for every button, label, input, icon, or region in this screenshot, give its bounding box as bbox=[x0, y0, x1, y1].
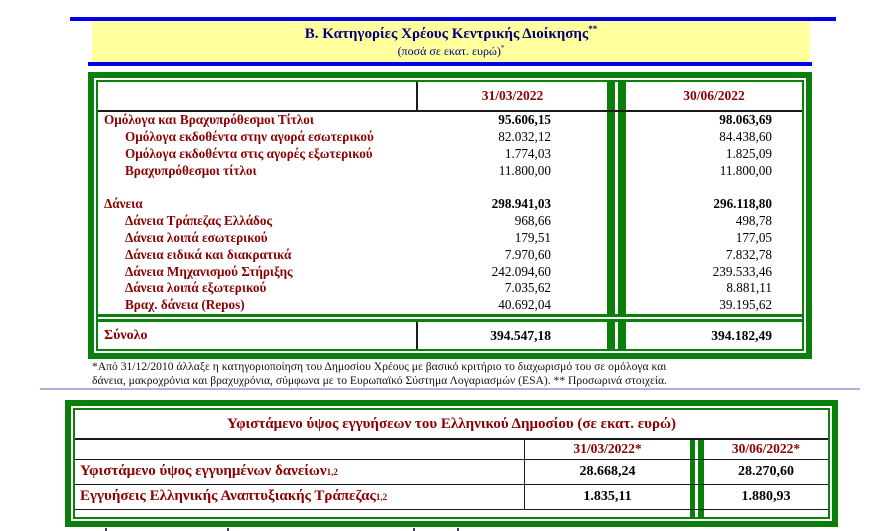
debt-table-row bbox=[98, 196, 802, 213]
green-column-divider bbox=[607, 179, 626, 196]
value-31-03-2022: 1.774,03 bbox=[504, 145, 551, 161]
value-30-06-2022: 8.881,11 bbox=[726, 280, 772, 296]
debt-table-inner-frame bbox=[96, 80, 804, 351]
value-31-03-2022: 7.970,60 bbox=[504, 246, 551, 262]
green-column-divider bbox=[607, 112, 626, 129]
value-30-06-2022: 11.800,00 bbox=[719, 162, 772, 178]
green-column-divider bbox=[607, 322, 626, 349]
title-banner bbox=[92, 21, 810, 62]
value-30-06-2022: 239.533,46 bbox=[712, 263, 772, 279]
guarantees-table bbox=[65, 400, 838, 527]
value-31-03-2022: 242.094,60 bbox=[491, 263, 551, 279]
row-label: Δάνεια ειδικά και διακρατικά bbox=[125, 246, 292, 262]
row-label: Εγγυήσεις Ελληνικής Αναπτυξιακής Τράπεζας 1,2 bbox=[75, 485, 525, 509]
value-30-06-2022: 98.063,69 bbox=[719, 112, 772, 128]
green-column-divider bbox=[607, 280, 626, 297]
value-30-06-2022: 84.438,60 bbox=[719, 129, 772, 145]
value-31-03-2022: 7.035,62 bbox=[504, 280, 551, 296]
row-label: Βραχ. δάνεια (Repos) bbox=[125, 297, 245, 313]
total-value-31-03: 394.547,18 bbox=[490, 327, 551, 343]
green-column-divider bbox=[690, 485, 704, 509]
green-column-divider bbox=[607, 146, 626, 163]
green-column-divider bbox=[607, 213, 626, 230]
column-header-30-06-2022: 30/06/2022* bbox=[731, 441, 801, 457]
row-label: Υφιστάμενο ύψος εγγυημένων δανείων 1,2 bbox=[75, 460, 525, 484]
green-column-divider bbox=[607, 129, 626, 146]
value-30-06-2022: 1.825,09 bbox=[725, 145, 772, 161]
debt-categories-table bbox=[88, 72, 812, 359]
footnote bbox=[92, 360, 732, 388]
row-label: Δάνεια λοιπά εσωτερικού bbox=[125, 229, 268, 245]
guarantees-table-title: Υφιστάμενο ύψος εγγυήσεων του Ελληνικού Δημοσίου (σε εκατ. ευρώ) bbox=[75, 410, 828, 440]
green-column-divider bbox=[607, 82, 626, 110]
debt-table-body bbox=[98, 112, 802, 314]
debt-table-row bbox=[98, 230, 802, 247]
debt-table-row bbox=[98, 280, 802, 297]
total-row bbox=[98, 322, 802, 349]
row-label: Δάνεια Τράπεζας Ελλάδος bbox=[125, 213, 273, 229]
value-31-03-2022: 11.800,00 bbox=[498, 162, 551, 178]
row-label: Ομόλογα εκδοθέντα στην αγορά εσωτερικού bbox=[125, 129, 374, 145]
empty-header-cell bbox=[98, 82, 418, 110]
guarantees-table-inner-frame bbox=[73, 408, 830, 519]
debt-table-row bbox=[98, 246, 802, 263]
debt-table-row bbox=[98, 263, 802, 280]
row-label: Ομόλογα και Βραχυπρόθεσμοι Τίτλοι bbox=[104, 112, 314, 128]
banner-bottom-rule bbox=[88, 62, 812, 66]
green-column-divider bbox=[607, 297, 626, 314]
value-31-03-2022: 40.692,04 bbox=[498, 297, 551, 313]
footnote-line-2: δάνεια, μακροχρόνια και βραχυχρόνια, σύμφωνα με το Ευρωπαϊκό Σύστημα Λογαριασμών (ESA). ** Προσωρινά στοιχεία. bbox=[92, 373, 667, 387]
debt-table-row bbox=[98, 112, 802, 129]
green-column-divider bbox=[607, 162, 626, 179]
value-31-03-2022: 28.668,24 bbox=[579, 463, 636, 479]
footnote-line-1: *Από 31/12/2010 άλλαξε η κατηγοριοποίηση του Δημοσίου Χρέους με βασικό κριτήριο το διαχωρισμό του σε ομόλογα και bbox=[92, 360, 667, 373]
green-horizontal-divider bbox=[98, 314, 802, 322]
spacer bbox=[75, 510, 690, 518]
page-subtitle: (ποσά σε εκατ. ευρώ)* bbox=[397, 44, 505, 58]
debt-table-row bbox=[98, 297, 802, 314]
debt-table-row bbox=[98, 213, 802, 230]
guarantees-header-row bbox=[75, 440, 828, 460]
value-31-03-2022: 82.032,12 bbox=[498, 129, 551, 145]
debt-table-row bbox=[98, 179, 802, 196]
row-label: Δάνεια bbox=[104, 196, 143, 212]
row-label: Δάνεια λοιπά εξωτερικού bbox=[125, 280, 267, 296]
value-30-06-2022: 28.270,60 bbox=[738, 463, 794, 479]
total-value-30-06: 394.182,49 bbox=[711, 327, 772, 343]
value-31-03-2022: 95.606,15 bbox=[498, 112, 551, 128]
page-title: Β. Κατηγορίες Χρέους Κεντρικής Διοίκησης** bbox=[304, 24, 598, 42]
value-30-06-2022: 7.832,78 bbox=[725, 246, 772, 262]
value-31-03-2022: 1.835,11 bbox=[583, 488, 632, 504]
value-31-03-2022: 298.941,03 bbox=[491, 196, 551, 212]
green-column-divider bbox=[690, 460, 704, 484]
green-column-divider bbox=[607, 263, 626, 280]
column-header-31-03-2022: 31/03/2022 bbox=[481, 88, 544, 103]
row-label: Βραχυπρόθεσμοι τίτλοι bbox=[125, 162, 257, 178]
empty-bottom-row bbox=[75, 510, 828, 518]
green-column-divider bbox=[690, 440, 704, 459]
debt-table-row bbox=[98, 146, 802, 163]
guarantees-table-body bbox=[75, 460, 828, 510]
total-label: Σύνολο bbox=[98, 322, 418, 349]
guarantees-table-row bbox=[75, 460, 828, 485]
row-label: Ομόλογα εκδοθέντα στις αγορές εξωτερικού bbox=[125, 145, 373, 161]
empty-header-cell bbox=[75, 440, 525, 459]
value-31-03-2022: 179,51 bbox=[514, 229, 551, 245]
value-30-06-2022: 296.118,80 bbox=[713, 196, 772, 212]
value-31-03-2022: 968,66 bbox=[514, 213, 551, 229]
value-30-06-2022: 177,05 bbox=[735, 229, 772, 245]
section-divider-rule bbox=[40, 388, 860, 390]
green-column-divider bbox=[607, 230, 626, 247]
green-column-divider bbox=[607, 196, 626, 213]
row-label: Δάνεια Μηχανισμού Στήριξης bbox=[125, 263, 293, 279]
value-30-06-2022: 498,78 bbox=[735, 213, 772, 229]
guarantees-table-row bbox=[75, 485, 828, 510]
debt-table-row bbox=[98, 129, 802, 146]
debt-table-row bbox=[98, 162, 802, 179]
debt-table-header-row bbox=[98, 82, 802, 112]
title-footnote-marker: ** bbox=[588, 24, 598, 34]
value-30-06-2022: 39.195,62 bbox=[719, 297, 772, 313]
green-column-divider bbox=[607, 246, 626, 263]
value-30-06-2022: 1.880,93 bbox=[741, 488, 791, 504]
column-header-30-06-2022: 30/06/2022 bbox=[683, 88, 745, 103]
green-column-divider bbox=[690, 510, 704, 518]
column-header-31-03-2022: 31/03/2022* bbox=[573, 441, 642, 457]
subtitle-footnote-marker: * bbox=[500, 44, 505, 52]
